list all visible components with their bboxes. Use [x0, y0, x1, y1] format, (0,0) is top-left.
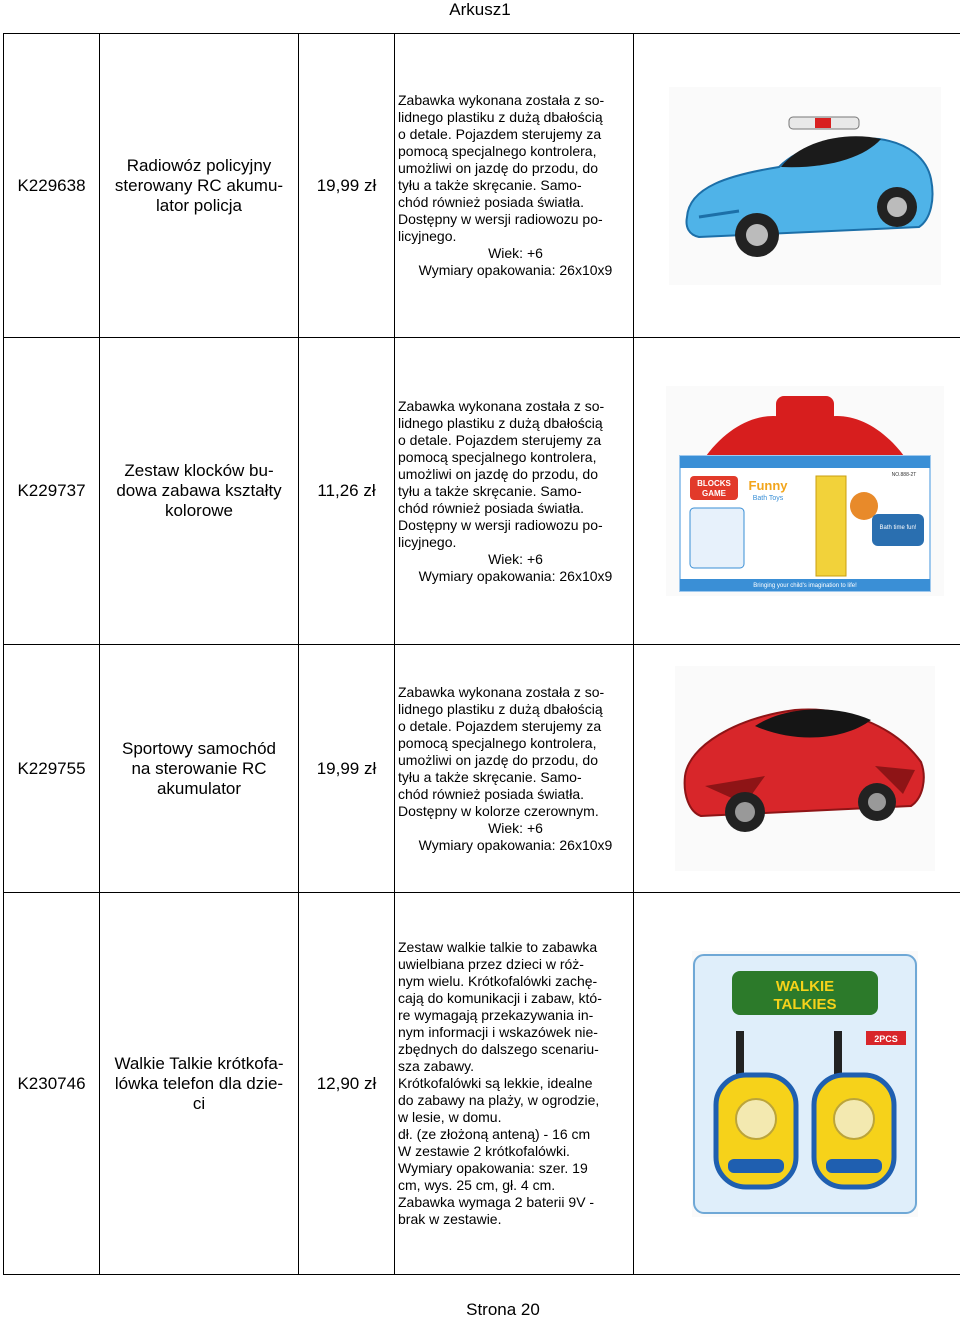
- svg-text:GAME: GAME: [702, 489, 727, 498]
- svg-text:Bringing your child's imaginat: Bringing your child's imagination to life!: [753, 583, 857, 589]
- product-name: Zestaw klocków bu- dowa zabawa kształty kolorowe: [100, 338, 299, 645]
- table-row: [4, 34, 960, 338]
- blocks-game-box-image: [666, 386, 944, 596]
- product-name: Walkie Talkie krótkofa- lówka telefon dla dzie- ci: [100, 893, 299, 1275]
- product-name: Sportowy samochód na sterowanie RC akumulator: [100, 645, 299, 893]
- product-description: Zabawka wykonana została z so- lidnego plastiku z dużą dbałością o detale. Pojazdem sterujemy za pomocą specjalnego kontrolera, umożliwi on jazdę do przodu, do tyłu a także skręcanie. Samo- chód również posiada światła. Dostępny w wersji radiowozu po- licyjnego. Wiek: +6 Wymiary opakowania: 26x10x9: [395, 338, 634, 645]
- sheet-title: Arkusz1: [0, 0, 960, 20]
- svg-text:Funny: Funny: [749, 478, 789, 493]
- product-description: Zabawka wykonana została z so- lidnego plastiku z dużą dbałością o detale. Pojazdem sterujemy za pomocą specjalnego kontrolera, umożliwi on jazdę do przodu, do tyłu a także skręcanie. Samo- chód również posiada światła. Dostępny w wersji radiowozu po- licyjnego. Wiek: +6 Wymiary opakowania: 26x10x9: [395, 34, 634, 338]
- page-footer: Strona 20: [0, 1300, 960, 1320]
- product-image-cell: [634, 645, 960, 893]
- product-price: 12,90 zł: [299, 893, 395, 1275]
- product-code: K229638: [4, 34, 100, 338]
- product-image-cell: [634, 893, 960, 1275]
- product-price: 19,99 zł: [299, 34, 395, 338]
- svg-text:WALKIE: WALKIE: [776, 978, 834, 995]
- product-image-cell: [634, 34, 960, 338]
- table-row: [4, 338, 960, 645]
- product-code: K230746: [4, 893, 100, 1275]
- product-description: Zestaw walkie talkie to zabawka uwielbiana przez dzieci w róż- nym wielu. Krótkofalówki zachę- cają do komunikacji i zabaw, któ- re wymagają przekazywania in- nym informacji i wskazówek nie- zbędnych do dalszego scenariu- sza zabawy. Krótkofalówki są lekkie, idealne do zabawy na plaży, w ogrodzie, w lesie, w domu. dł. (ze złożoną anteną) - 16 cm W zestawie 2 krótkofalówki. Wymiary opakowania: szer. 19 cm, wys. 25 cm, gł. 4 cm. Zabawka wymaga 2 baterii 9V - brak w zestawie.: [395, 893, 634, 1275]
- svg-text:BLOCKS: BLOCKS: [697, 479, 731, 488]
- product-code: K229755: [4, 645, 100, 893]
- product-description: Zabawka wykonana została z so- lidnego plastiku z dużą dbałością o detale. Pojazdem sterujemy za pomocą specjalnego kontrolera, umożliwi on jazdę do przodu, do tyłu a także skręcanie. Samo- chód również posiada światła. Dostępny w kolorze czerownym. Wiek: +6 Wymiary opakowania: 26x10x9: [395, 645, 634, 893]
- product-image-cell: [634, 338, 960, 645]
- svg-text:NO.888-2T: NO.888-2T: [892, 472, 917, 478]
- red-sports-rc-car-image: [675, 666, 935, 871]
- svg-text:Bath Toys: Bath Toys: [753, 495, 784, 502]
- product-table: [3, 33, 960, 1275]
- walkie-talkie-set-image: [692, 951, 918, 1217]
- table-row: [4, 645, 960, 893]
- product-price: 11,26 zł: [299, 338, 395, 645]
- svg-text:TALKIES: TALKIES: [773, 996, 836, 1013]
- police-rc-car-image: [669, 87, 941, 285]
- product-code: K229737: [4, 338, 100, 645]
- table-row: [4, 893, 960, 1275]
- product-price: 19,99 zł: [299, 645, 395, 893]
- product-name: Radiowóz policyjny sterowany RC akumu- lator policja: [100, 34, 299, 338]
- svg-text:Bath time fun!: Bath time fun!: [879, 525, 916, 531]
- svg-text:2PCS: 2PCS: [874, 1034, 898, 1044]
